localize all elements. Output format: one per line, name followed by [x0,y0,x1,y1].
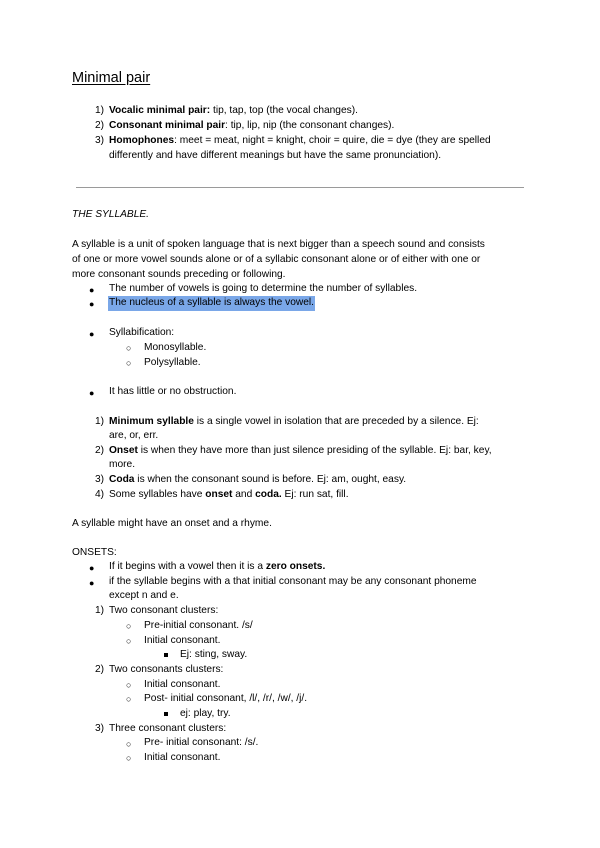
highlighted-text: The nucleus of a syllable is always the vowel. [108,296,315,311]
list-item [109,104,358,119]
circle-bullet-icon: ○ [126,694,132,704]
bullet-icon: ● [89,299,95,309]
list-number: 3) [94,723,104,734]
item-text: Some syllables have [109,489,206,500]
list-number: 2) [94,120,104,131]
sub-item: Pre-initial consonant. /s/ [144,620,253,631]
paragraph: A syllable might have an onset and a rhyme. [72,518,272,529]
circle-bullet-icon: ○ [126,343,132,353]
list-item [109,415,479,430]
horizontal-rule [76,187,524,188]
bullet-icon: ● [89,285,95,295]
list-item: Two consonant clusters: [109,605,219,616]
circle-bullet-icon: ○ [126,358,132,368]
definition-line: of one or more vowel sounds alone or of a syllabic consonant alone or of either with one or [72,254,481,265]
term-bold: Onset [109,445,138,456]
item-text: : meet = meat, night = knight, choir = quire, die = dye (they are spelled [174,135,491,146]
item-text: is a single vowel in isolation that are preceded by a silence. Ej: [193,416,479,427]
list-item [109,473,406,488]
list-number: 2) [94,445,104,456]
term-bold: Consonant minimal pair [109,120,226,131]
definition-line: A syllable is a unit of spoken language that is next bigger than a speech sound and consists [72,239,485,250]
list-number: 3) [94,474,104,485]
term-bold: onset [205,489,233,500]
sub-item: Post- initial consonant, /l/, /r/, /w/, /j/. [144,693,308,704]
list-number: 1) [94,605,104,616]
circle-bullet-icon: ○ [126,636,132,646]
bullet-icon: ● [89,563,95,573]
sub-item: Monosyllable. [144,342,207,353]
list-item [109,119,394,134]
list-number: 1) [94,105,104,116]
list-number: 2) [94,664,104,675]
bullet-icon: ● [89,329,95,339]
item-text: tip, tap, top (the vocal changes). [210,105,358,116]
item-text: If it begins with a vowel then it is a [109,561,266,572]
term-bold: zero onsets. [265,561,326,572]
list-item [109,444,492,459]
term-bold: Coda [109,474,135,485]
square-bullet-icon [164,712,168,716]
bullet-text: It has little or no obstruction. [109,386,237,397]
item-text: and [232,489,256,500]
list-item [109,488,349,503]
bullet-icon: ● [89,578,95,588]
item-text-continued: differently and have different meanings but have the same pronunciation). [109,150,442,161]
example-text: ej: play, try. [180,708,231,719]
item-text: is when the consonant sound is before. Ej: am, ought, easy. [134,474,407,485]
circle-bullet-icon: ○ [126,680,132,690]
list-item: Two consonants clusters: [109,664,224,675]
list-item: Three consonant clusters: [109,723,227,734]
list-number: 4) [94,489,104,500]
bullet-text: The number of vowels is going to determine the number of syllables. [109,283,418,294]
page-title: Minimal pair [72,70,151,86]
bullet-text [109,560,325,575]
square-bullet-icon [164,653,168,657]
item-text: : tip, lip, nip (the consonant changes). [225,120,395,131]
sub-item: Initial consonant. [144,635,221,646]
section-heading: THE SYLLABLE. [72,209,150,220]
item-text-continued: are, or, err. [109,430,159,441]
item-text: Ej: run sat, fill. [281,489,349,500]
list-number: 1) [94,416,104,427]
circle-bullet-icon: ○ [126,739,132,749]
bullet-text-continued: except n and e. [109,590,179,601]
term-bold: Homophones [109,135,175,146]
term-bold: coda. [255,489,282,500]
sub-item: Initial consonant. [144,679,221,690]
term-bold: Minimum syllable [109,416,194,427]
example-text: Ej: sting, sway. [180,649,248,660]
sub-item: Polysyllable. [144,357,201,368]
circle-bullet-icon: ○ [126,621,132,631]
term-bold: Vocalic minimal pair: [109,105,211,116]
item-text: is when they have more than just silence presiding of the syllable. Ej: bar, key, [137,445,492,456]
circle-bullet-icon: ○ [126,753,132,763]
list-number: 3) [94,135,104,146]
bullet-icon: ● [89,388,95,398]
bullet-text: Syllabification: [109,327,175,338]
item-text-continued: more. [109,459,136,470]
sub-item: Initial consonant. [144,752,221,763]
sub-item: Pre- initial consonant: /s/. [144,737,259,748]
bullet-text: if the syllable begins with a that initial consonant may be any consonant phoneme [109,576,477,587]
section-heading-onsets: ONSETS: [72,547,117,558]
definition-line: more consonant sounds preceding or following. [72,269,286,280]
list-item [109,134,491,149]
